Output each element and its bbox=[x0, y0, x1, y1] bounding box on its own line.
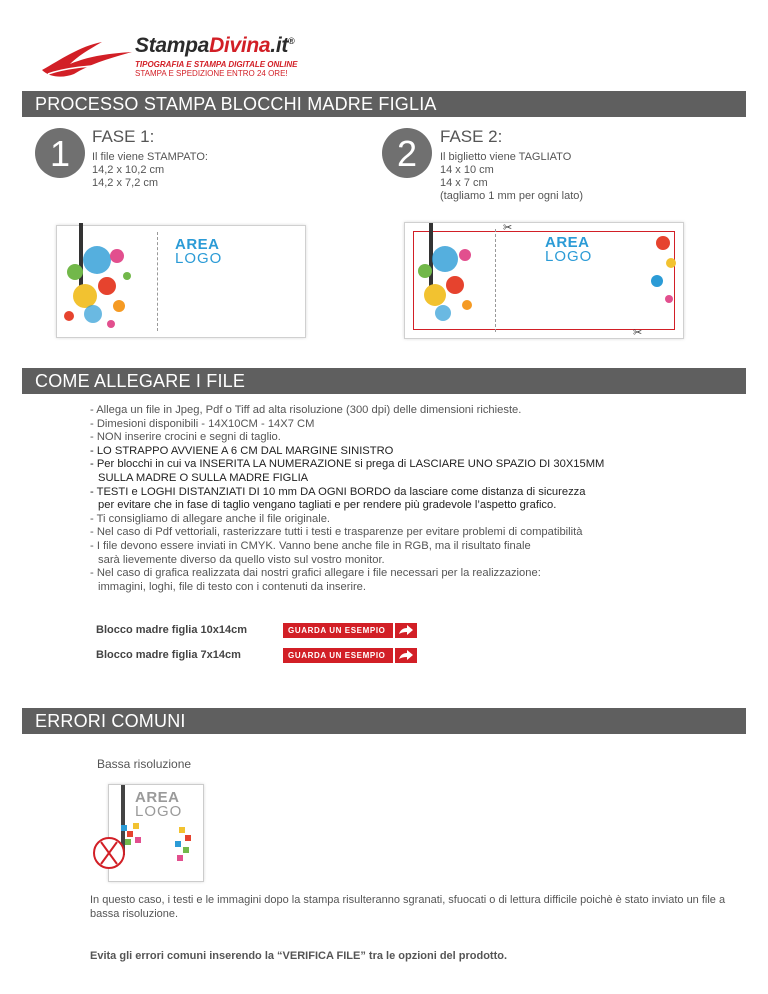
error-tip: Evita gli errori comuni inserendo la “VERIFICA FILE” tra le opzioni del prodotto. bbox=[90, 950, 508, 962]
brand-tagline: TIPOGRAFIA E STAMPA DIGITALE ONLINE bbox=[135, 60, 298, 69]
flower-illustration bbox=[113, 815, 203, 881]
section-title-allegare: COME ALLEGARE I FILE bbox=[22, 368, 746, 394]
rule-item: sarà lievemente diverso da quello visto sul vostro monitor. bbox=[98, 553, 385, 566]
area-logo-line: AREA bbox=[135, 789, 180, 806]
rule-item: immagini, loghi, file di testo con i contenuti da inserire. bbox=[98, 580, 367, 593]
phase-1-line: Il file viene STAMPATO: bbox=[92, 151, 208, 163]
phase-2-line: 14 x 7 cm bbox=[440, 177, 488, 189]
phase-1-number: 1 bbox=[35, 128, 85, 178]
rule-item: - Nel caso di Pdf vettoriali, rasterizzare tutti i testi e trasparenze per evitare problemi di compatibilità bbox=[90, 526, 583, 539]
rule-item: SULLA MADRE O SULLA MADRE FIGLIA bbox=[98, 471, 309, 484]
rule-item: - LO STRAPPO AVVIENE A 6 CM DAL MARGINE SINISTRO bbox=[90, 444, 394, 457]
phase-2-title: FASE 2: bbox=[440, 127, 503, 146]
phase-2-line: 14 x 10 cm bbox=[440, 164, 494, 176]
rule-item: - Dimesioni disponibili - 14X10CM - 14X7 CM bbox=[90, 417, 315, 430]
arrow-icon[interactable] bbox=[395, 623, 417, 638]
phase-1-title: FASE 1: bbox=[92, 127, 155, 146]
area-logo-line: LOGO bbox=[175, 250, 223, 267]
phase-1-line: 14,2 x 10,2 cm bbox=[92, 164, 165, 176]
rule-item: - TESTI e LOGHI DISTANZIATI DI 10 mm DA OGNI BORDO da lasciare come distanza di sicurezza bbox=[90, 485, 586, 498]
rule-item: per evitare che in fase di taglio vengano tagliati e per rendere più gradevole l’aspetto grafico. bbox=[98, 499, 557, 512]
flower-illustration bbox=[409, 225, 493, 337]
swoosh-icon bbox=[40, 38, 135, 82]
phase-2-line: (tagliamo 1 mm per ogni lato) bbox=[440, 190, 584, 202]
area-logo-line: LOGO bbox=[545, 248, 593, 265]
scissors-icon: ✂ bbox=[503, 222, 513, 234]
rule-item: - Allega un file in Jpeg, Pdf o Tiff ad alta risoluzione (300 dpi) delle dimensioni richieste. bbox=[90, 404, 522, 416]
arrow-icon[interactable] bbox=[395, 648, 417, 663]
rule-item: - I file devono essere inviati in CMYK. Vanno bene anche file in RGB, ma il risultato finale bbox=[90, 539, 531, 552]
tear-line bbox=[157, 232, 158, 331]
area-logo-placeholder bbox=[175, 238, 222, 266]
rule-item: - Per blocchi in cui va INSERITA LA NUMERAZIONE si prega di LASCIARE UNO SPAZIO DI 30X15MM bbox=[90, 458, 605, 471]
error-x-icon bbox=[92, 836, 126, 870]
flower-illustration bbox=[57, 226, 147, 338]
rule-item: - Nel caso di grafica realizzata dai nostri grafici allegare i file necessari per la realizzazione: bbox=[90, 567, 541, 580]
example-button-10x14[interactable]: GUARDA UN ESEMPIO bbox=[283, 623, 393, 638]
example-button-7x14[interactable]: GUARDA UN ESEMPIO bbox=[283, 648, 393, 663]
area-logo-line: LOGO bbox=[135, 803, 183, 820]
cut-ticket-preview bbox=[404, 222, 684, 339]
error-description: In questo caso, i testi e le immagini dopo la stampa risulteranno sgranati, sfuocati o di lettura difficile poichè è stato inviato un file a bassa risoluzione. bbox=[90, 894, 726, 920]
tear-line bbox=[495, 229, 496, 332]
section-title-processo: PROCESSO STAMPA BLOCCHI MADRE FIGLIA bbox=[22, 91, 746, 117]
brand-name: StampaDivina.it® bbox=[135, 34, 295, 57]
brand-subtagline: STAMPA E SPEDIZIONE ENTRO 24 ORE! bbox=[135, 69, 288, 78]
brand-logo bbox=[40, 34, 300, 80]
phase-1-line: 14,2 x 7,2 cm bbox=[92, 177, 159, 189]
printed-ticket-preview bbox=[56, 225, 306, 338]
scissors-icon: ✂ bbox=[633, 327, 643, 339]
phase-2-number: 2 bbox=[382, 128, 432, 178]
error-label: Bassa risoluzione bbox=[97, 757, 192, 771]
area-logo-placeholder bbox=[545, 236, 592, 264]
section-title-errori: ERRORI COMUNI bbox=[22, 708, 746, 734]
file-rules-list bbox=[90, 404, 730, 594]
rule-item: - NON inserire crocini e segni di taglio. bbox=[90, 431, 281, 444]
area-logo-line: AREA bbox=[175, 236, 220, 253]
rule-item: - Ti consigliamo di allegare anche il file originale. bbox=[90, 512, 331, 525]
example-label-10x14: Blocco madre figlia 10x14cm bbox=[96, 624, 248, 636]
flower-illustration bbox=[641, 223, 685, 313]
example-label-7x14: Blocco madre figlia 7x14cm bbox=[96, 649, 241, 661]
phase-2-line: Il biglietto viene TAGLIATO bbox=[440, 151, 572, 163]
area-logo-line: AREA bbox=[545, 234, 590, 251]
